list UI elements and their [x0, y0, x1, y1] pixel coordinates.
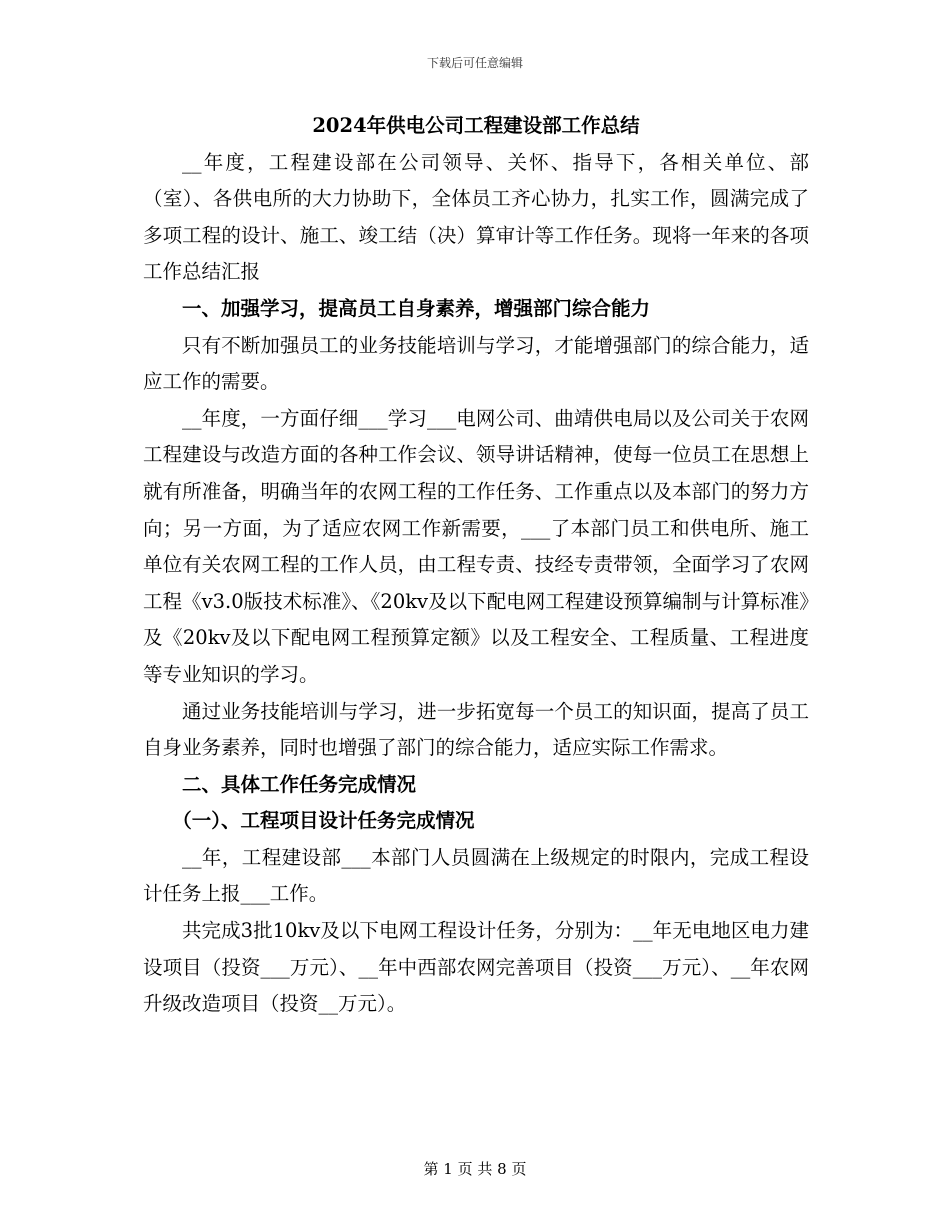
- section-2-paragraph-1: __年，工程建设部___本部门人员圆满在上级规定的时限内，完成工程设计任务上报___工作。: [143, 845, 809, 906]
- section-2-heading: 二、具体工作任务完成情况: [182, 772, 417, 796]
- section-2-paragraph-2: 共完成3批10kv及以下电网工程设计任务，分别为：__年无电地区电力建设项目（投资___万元）、__年中西部农网完善项目（投资___万元）、__年农网升级改造项目（投资__万元）。: [143, 919, 809, 1016]
- section-1-heading: 一、加强学习，提高员工自身素养，增强部门综合能力: [182, 296, 651, 320]
- document-body: [143, 108, 809, 1023]
- page-header: 下载后可任意编辑: [426, 56, 523, 70]
- section-2-subheading-1: （一）、工程项目设计任务完成情况: [172, 809, 475, 833]
- document-title: 2024年供电公司工程建设部工作总结: [312, 114, 640, 137]
- section-1-paragraph-2: __年度，一方面仔细___学习___电网公司、曲靖供电局以及公司关于农网工程建设与改造方面的各种工作会议、领导讲话精神，使每一位员工在思想上就有所准备，明确当年的农网工程的工作任务、工作重点以及本部门的努力方向；另一方面，为了适应农网工作新需要，___了本部门员工和供电所、施工单位有关农网工程的工作人员，由工程专责、技经专责带领，全面学习了农网工程《v3.0版技术标准》、《20kv及以下配电网工程建设预算编制与计算标准》及《20kv及以下配电网工程预算定额》以及工程安全、工程质量、工程进度等专业知识的学习。: [143, 406, 809, 686]
- page-footer: 第 1 页 共 8 页: [423, 1160, 527, 1178]
- intro-paragraph: __年度，工程建设部在公司领导、关怀、指导下，各相关单位、部（室）、各供电所的大力协助下，全体员工齐心协力，扎实工作，圆满完成了多项工程的设计、施工、竣工结（决）算审计等工作任务。现将一年来的各项工作总结汇报: [143, 150, 809, 284]
- section-1-paragraph-3: 通过业务技能培训与学习，进一步拓宽每一个员工的知识面，提高了员工自身业务素养，同时也增强了部门的综合能力，适应实际工作需求。: [143, 699, 809, 760]
- section-1-paragraph-1: 只有不断加强员工的业务技能培训与学习，才能增强部门的综合能力，适应工作的需要。: [143, 333, 809, 394]
